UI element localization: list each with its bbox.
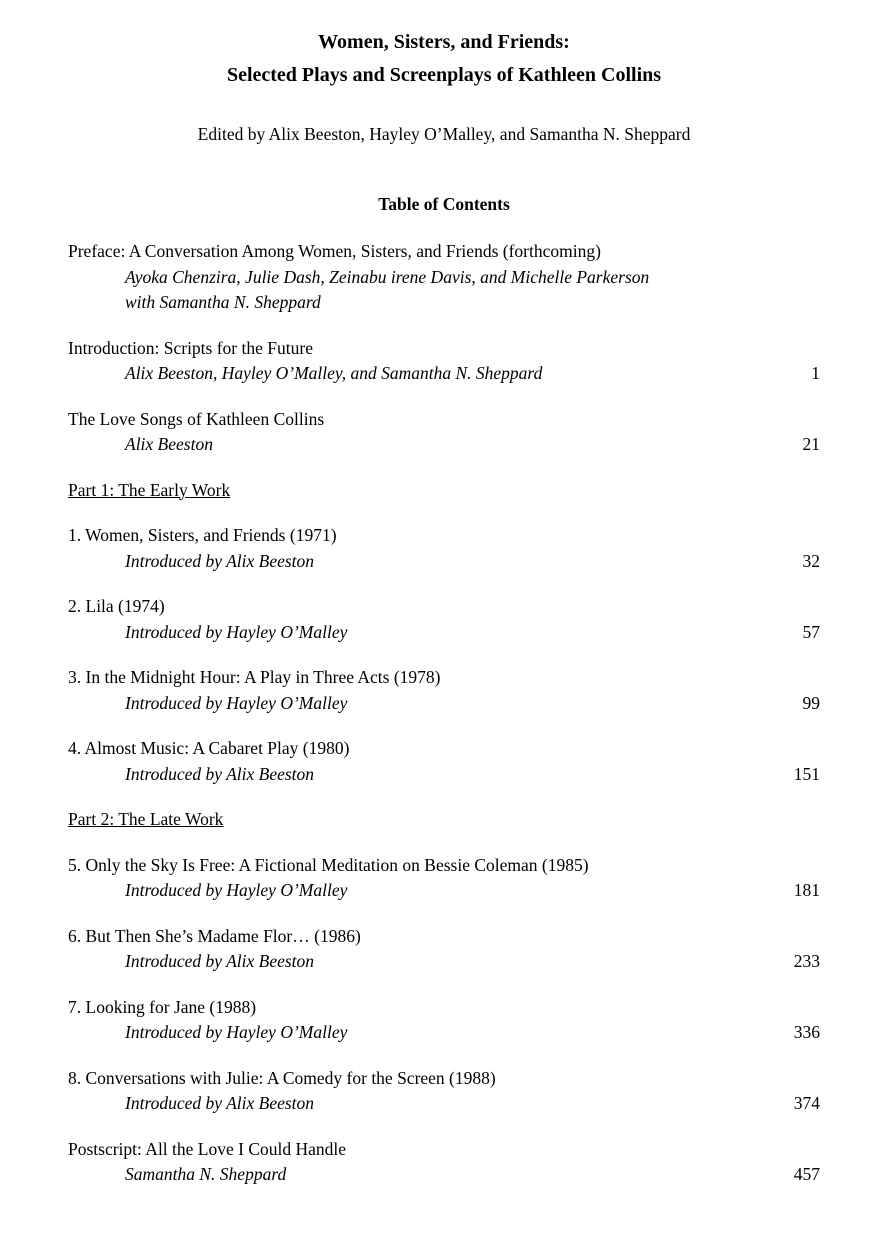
toc-entry-author: Introduced by Hayley O’Malley (125, 880, 348, 900)
toc-entry-page-number: 181 (793, 880, 820, 900)
toc-part-heading: Part 2: The Late Work (68, 809, 224, 829)
toc-entry-title: Postscript: All the Love I Could Handle (68, 1138, 347, 1159)
toc-entry-author-line (68, 1020, 820, 1046)
toc-entry-title: The Love Songs of Kathleen Collins (68, 408, 325, 429)
toc-entry-author-line (68, 691, 820, 717)
toc-entry-title: 7. Looking for Jane (1988) (68, 996, 257, 1017)
toc-entry-author-line (68, 762, 820, 788)
toc-entry-title: 4. Almost Music: A Cabaret Play (1980) (68, 738, 350, 758)
toc-entry-author: Samantha N. Sheppard (125, 1164, 287, 1184)
toc-entry (68, 594, 820, 645)
toc-entry-author-line (68, 620, 820, 646)
toc-entry-author-line (68, 265, 820, 291)
toc-entry-author-line (68, 878, 820, 904)
toc-entry (68, 853, 820, 904)
toc-entry-author: Alix Beeston (125, 434, 213, 454)
toc-entry-author-line (68, 290, 820, 316)
toc-entry-title: 2. Lila (1974) (68, 596, 165, 616)
toc-entry-page-number: 336 (793, 1022, 820, 1042)
edited-by-line: Edited by Alix Beeston, Hayley O’Malley, and Samantha N. Sheppard (197, 124, 691, 144)
toc-entry-author-line (68, 1091, 820, 1117)
book-title-line2: Selected Plays and Screenplays of Kathleen Collins (226, 64, 662, 86)
toc-entry-page-number: 457 (793, 1164, 820, 1184)
toc-entry (68, 239, 820, 316)
toc-entry (68, 995, 820, 1046)
toc-entry-title: 3. In the Midnight Hour: A Play in Three Acts (1978) (68, 667, 441, 687)
toc-entry-page-number: 32 (802, 550, 820, 571)
toc-entry-author: Introduced by Alix Beeston (125, 1093, 315, 1113)
toc-entry-author-line (68, 1162, 820, 1188)
toc-entry-author: Introduced by Hayley O’Malley (125, 692, 348, 713)
toc-heading: Table of Contents (378, 194, 510, 214)
toc-entry-page-number: 99 (802, 692, 820, 713)
toc-entry-title: 5. Only the Sky Is Free: A Fictional Meditation on Bessie Coleman (1985) (68, 854, 589, 875)
toc-entry-page-number: 57 (802, 621, 820, 642)
toc-entry-title: 6. But Then She’s Madame Flor… (1986) (68, 925, 361, 946)
toc-entry-page-number: 374 (793, 1093, 820, 1113)
toc-entry (68, 736, 820, 787)
toc-entry-author: Introduced by Alix Beeston (125, 550, 315, 571)
toc-entry-title: Preface: A Conversation Among Women, Sisters, and Friends (forthcoming) (68, 241, 601, 261)
toc-entry (68, 336, 820, 387)
toc-entry (68, 665, 820, 716)
toc-entry-title: 1. Women, Sisters, and Friends (1971) (68, 525, 337, 545)
toc-entry (68, 407, 820, 458)
toc-entry-author: Introduced by Hayley O’Malley (125, 1022, 348, 1042)
toc-entry-author-line (68, 432, 820, 458)
toc-entry-page-number: 233 (793, 951, 820, 971)
toc-entry-page-number: 151 (793, 763, 820, 784)
toc-entry-page-number: 1 (811, 363, 820, 383)
toc-entry-author-line (68, 361, 820, 387)
toc-entry-author: Introduced by Hayley O’Malley (125, 621, 348, 642)
toc-list (68, 239, 820, 1188)
toc-entry-author-line (68, 949, 820, 975)
toc-part-heading: Part 1: The Early Work (68, 479, 231, 500)
toc-entry (68, 924, 820, 975)
toc-entry (68, 523, 820, 574)
toc-entry-author: Ayoka Chenzira, Julie Dash, Zeinabu irene Davis, and Michelle Parkerson (125, 266, 650, 287)
toc-entry-author: with Samantha N. Sheppard (125, 292, 321, 312)
toc-entry-author-line (68, 549, 820, 575)
toc-entry-author: Alix Beeston, Hayley O’Malley, and Samantha N. Sheppard (125, 363, 543, 383)
book-title (68, 26, 820, 92)
toc-entry-page-number: 21 (802, 434, 820, 454)
book-title-line1: Women, Sisters, and Friends: (318, 31, 570, 53)
toc-entry-author: Introduced by Alix Beeston (125, 763, 315, 784)
toc-entry-title: 8. Conversations with Julie: A Comedy for the Screen (1988) (68, 1067, 496, 1088)
toc-entry (68, 1137, 820, 1188)
toc-entry-author: Introduced by Alix Beeston (125, 951, 315, 971)
toc-entry-title: Introduction: Scripts for the Future (68, 337, 313, 358)
toc-entry (68, 1066, 820, 1117)
